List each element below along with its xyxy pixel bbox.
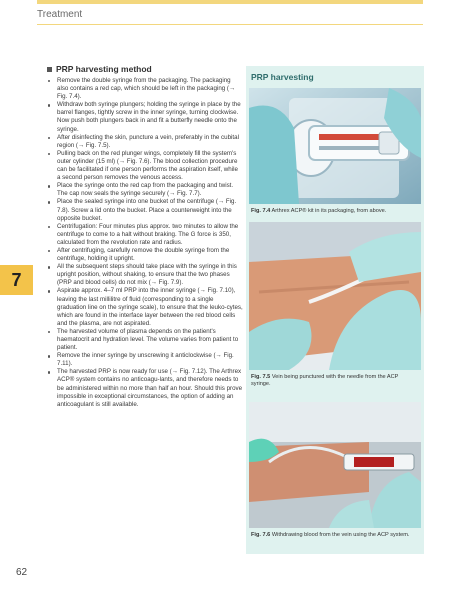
figure-text: Arthrex ACP® kit in its packaging, from above. (271, 208, 387, 214)
sidebar-title: PRP harvesting (251, 72, 314, 82)
step-item: After disinfecting the skin, puncture a vein, preferably in the cubital region (→ Fig. 7.5). (55, 134, 243, 150)
step-item: The harvested PRP is now ready for use (→ Fig. 7.12). The Arthrex ACP® system contains no anticoagu-lants, and therefore needs to be administered within no more than half an hour. Should this prove impossible in exceptional circumstances, the option of adding an anticoagulant is still available. (57, 368, 243, 408)
chapter-tab: 7 (0, 265, 33, 295)
step-item: After centrifuging, carefully remove the double syringe from the centrifuge, holding it upright. (55, 247, 243, 263)
step-item: Aspirate approx. 4–7 ml PRP into the inner syringe (→ Fig. 7.10), leaving the last millilitre of fluid (corresponding to a single graduation line on the syringe scale), to ensure that the leuko-cytes, which are found in the interface layer between the red blood cells and the plasma, are not aspirated. (57, 287, 243, 327)
step-item: Pulling back on the red plunger wings, completely fill the system's outer cylinder (15 ml) (→ Fig. 7.6). The blood collection procedure can be facilitated if one person performs the aspiration itself, while a second person removes the venous access. (55, 150, 243, 182)
step-item: Place the sealed syringe into one bucket of the centrifuge (→ Fig. 7.8). Screw a lid onto the bucket. Place a counterweight into the opposite bucket. (55, 198, 243, 222)
figure-label: Fig. 7.5 (251, 374, 271, 380)
method-heading (47, 64, 243, 74)
step-item: Remove the inner syringe by unscrewing it anticlockwise (→ Fig. 7.11). (55, 352, 243, 368)
step-item: Remove the double syringe from the packaging. The packaging also contains a red cap, which should be left in the packaging (→ Fig. 7.4). (55, 77, 243, 101)
step-item: Place the syringe onto the red cap from the packaging and twist. The cap now seals the syringe securely (→ Fig. 7.7). (55, 182, 243, 198)
prp-harvesting-sidebar (246, 66, 424, 554)
step-item: The harvested volume of plasma depends on the patient's haematocrit and hydration level. The volume varies from patient to patient. (55, 328, 243, 352)
figure-vein-puncture-photo (249, 222, 421, 370)
step-item: Withdraw both syringe plungers; holding the syringe in place by the barrel flanges, tightly screw in the inner syringe, turning clockwise. Now push both plungers back in and fit a butterfly needle onto the syringe. (55, 101, 243, 133)
figure-blood-withdrawal-photo (249, 402, 421, 528)
figure-label: Fig. 7.6 (251, 532, 271, 538)
section-title: Treatment (37, 9, 83, 20)
figure-7-4-caption (251, 208, 419, 215)
step-item: Centrifugation: Four minutes plus approx. two minutes to allow the centrifuge to come to a halt without braking. The G force is 350, calculated from the revolution rate and radius. (55, 223, 243, 247)
figure-7-6-caption (251, 532, 419, 539)
figure-label: Fig. 7.4 (251, 208, 271, 214)
method-heading-text: PRP harvesting method (56, 64, 152, 74)
figure-text: Withdrawing blood from the vein using the ACP system. (271, 532, 410, 538)
figure-acp-kit-photo (249, 88, 421, 204)
steps-list (47, 77, 243, 409)
method-column (47, 64, 243, 409)
square-bullet-icon (47, 67, 52, 72)
page-number: 62 (16, 567, 28, 578)
top-accent-bar (37, 0, 423, 4)
header-rule (37, 24, 423, 25)
step-item: All the subsequent steps should take place with the syringe in this upright position, without shaking, to ensure that the two phases (PRP and blood cells) do not mix (→ Fig. 7.9). (55, 263, 243, 287)
figure-text: Vein being punctured with the needle from the ACP syringe. (251, 374, 399, 387)
figure-7-5-caption (251, 374, 419, 388)
top-bar (0, 0, 474, 4)
